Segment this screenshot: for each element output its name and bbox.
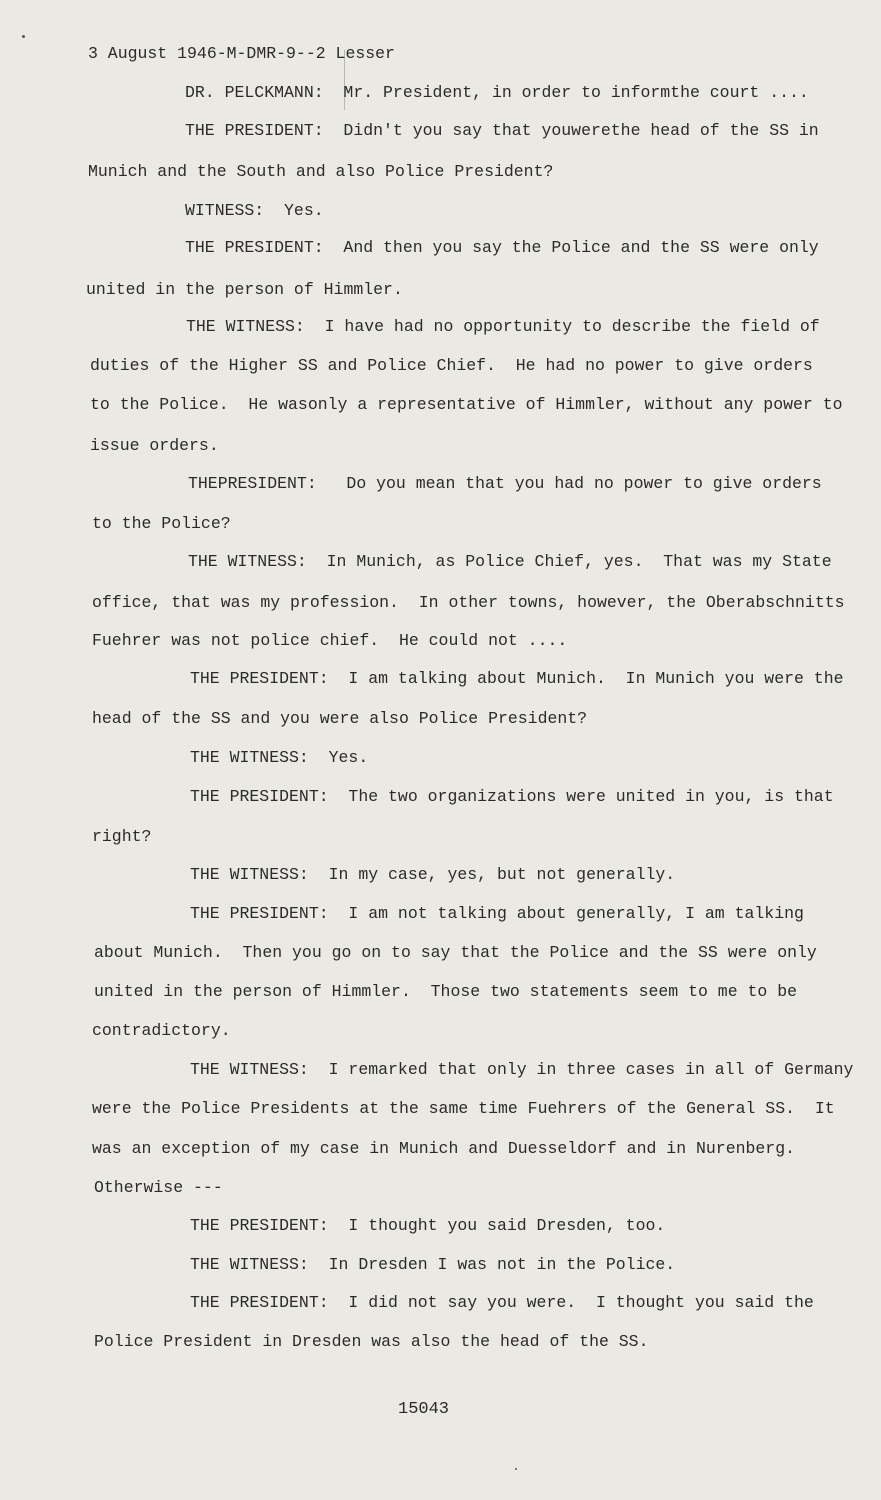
transcript-line: were the Police Presidents at the same time Fuehrers of the General SS. It <box>92 1099 835 1118</box>
transcript-line: contradictory. <box>92 1021 231 1040</box>
transcript-line: DR. PELCKMANN: Mr. President, in order to informthe court .... <box>185 83 809 102</box>
transcript-line: WITNESS: Yes. <box>185 201 324 220</box>
transcript-line: THE PRESIDENT: I am not talking about generally, I am talking <box>190 904 804 923</box>
transcript-line: Otherwise --- <box>94 1178 223 1197</box>
stray-mark <box>515 1468 517 1470</box>
transcript-line: right? <box>92 827 152 846</box>
transcript-line: THE WITNESS: I remarked that only in three cases in all of Germany <box>190 1060 854 1079</box>
transcript-line: Police President in Dresden was also the head of the SS. <box>94 1332 649 1351</box>
transcript-line: issue orders. <box>90 436 219 455</box>
transcript-line: to the Police. He wasonly a representative of Himmler, without any power to <box>90 395 843 414</box>
page-number: 15043 <box>398 1400 450 1419</box>
transcript-line: THE PRESIDENT: Didn't you say that youwerethe head of the SS in <box>185 121 819 140</box>
transcript-line: to the Police? <box>92 514 231 533</box>
transcript-line: THE PRESIDENT: The two organizations were united in you, is that <box>190 787 834 806</box>
transcript-line: THE PRESIDENT: I am talking about Munich. In Munich you were the <box>190 669 844 688</box>
transcript-line: Munich and the South and also Police President? <box>88 162 554 181</box>
transcript-header: 3 August 1946-M-DMR-9--2 Lesser <box>88 44 395 63</box>
transcript-line: THE PRESIDENT: I did not say you were. I thought you said the <box>190 1293 814 1312</box>
stray-mark <box>22 35 25 38</box>
transcript-line: united in the person of Himmler. Those two statements seem to me to be <box>94 982 798 1001</box>
transcript-line: THE WITNESS: I have had no opportunity to describe the field of <box>186 317 820 336</box>
transcript-line: THE WITNESS: In Munich, as Police Chief, yes. That was my State <box>188 552 832 571</box>
transcript-line: office, that was my profession. In other towns, however, the Oberabschnitts <box>92 593 845 612</box>
transcript-line: THE WITNESS: Yes. <box>190 748 369 767</box>
transcript-line: united in the person of Himmler. <box>86 280 403 299</box>
transcript-line: head of the SS and you were also Police President? <box>92 709 588 728</box>
transcript-line: Fuehrer was not police chief. He could not .... <box>92 631 568 650</box>
transcript-line: THE PRESIDENT: I thought you said Dresden, too. <box>190 1216 666 1235</box>
transcript-line: was an exception of my case in Munich and Duesseldorf and in Nurenberg. <box>92 1139 796 1158</box>
transcript-line: THE PRESIDENT: And then you say the Police and the SS were only <box>185 238 819 257</box>
transcript-line: THE WITNESS: In my case, yes, but not generally. <box>190 865 676 884</box>
transcript-line: about Munich. Then you go on to say that the Police and the SS were only <box>94 943 817 962</box>
transcript-line: THE WITNESS: In Dresden I was not in the Police. <box>190 1255 676 1274</box>
transcript-line: THEPRESIDENT: Do you mean that you had no power to give orders <box>188 474 822 493</box>
transcript-line: duties of the Higher SS and Police Chief. He had no power to give orders <box>90 356 813 375</box>
